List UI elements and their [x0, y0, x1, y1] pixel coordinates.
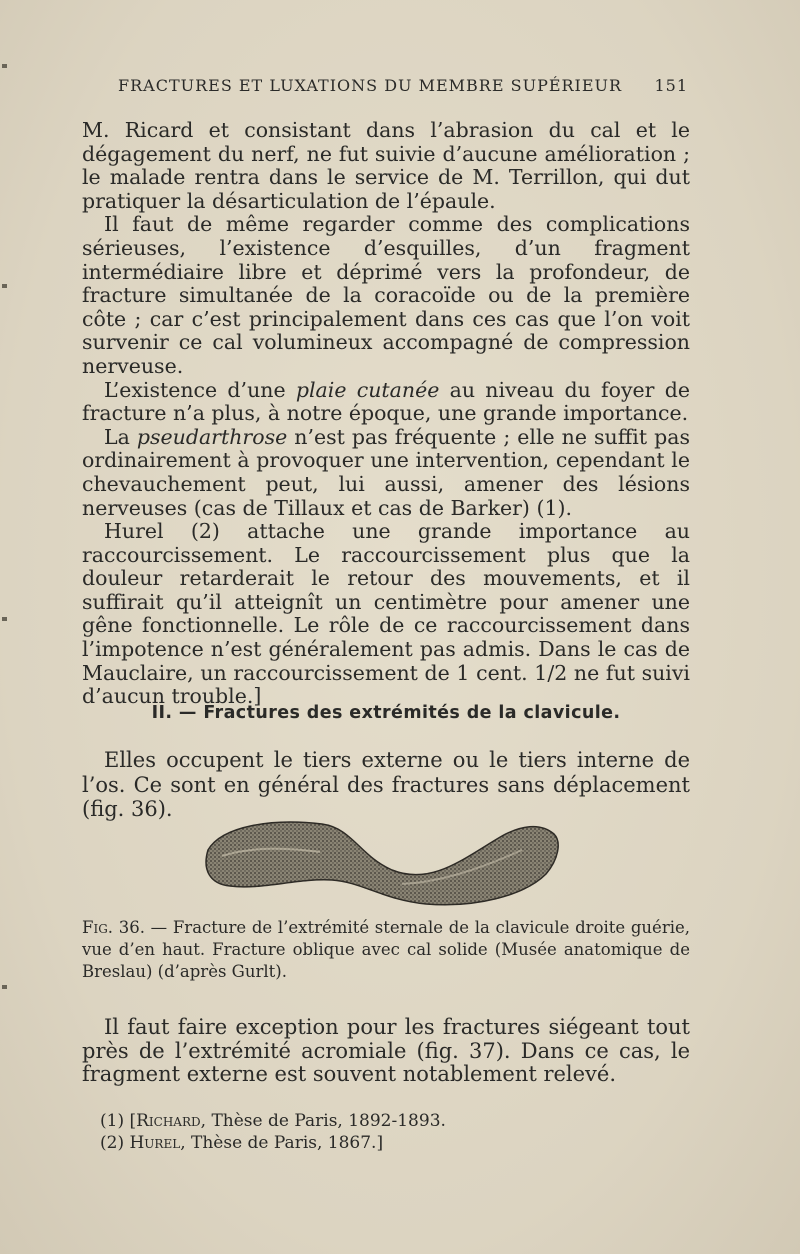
edge-mark [2, 284, 7, 288]
paragraph: Il faut faire exception pour les fractures siégeant tout près de l’extrémité acromiale (fig. 37). Dans ce cas, le fragment externe est souvent notablement relevé. [82, 1015, 690, 1087]
edge-mark [2, 617, 7, 621]
paragraph: La pseudarthrose n’est pas fréquente ; elle ne suffit pas ordinairement à provoquer une intervention, cependant le chevauchement peut, lui aussi, amener des lésions nerveuses (cas de Tillaux et cas de Barker) (1). [82, 424, 690, 520]
paragraph: M. Ricard et consistant dans l’abrasion du cal et le dégagement du nerf, ne fut suivie d’aucune amélioration ; le malade rentra dans le service de M. Terrillon, qui dut pratiquer la désarticulation de l’épaule. [82, 118, 690, 213]
figure-label: Fig. 36. [82, 918, 145, 937]
paragraph: Il faut de même regarder comme des complications sérieuses, l’existence d’esquilles, d’un fragment intermédiaire libre et déprimé vers la profondeur, de fracture simultanée de la coracoïde ou de la première côte ; car c’est principalement dans ces cas que l’on voit survenir ce cal volumineux accompagné de compression nerveuse. [82, 212, 690, 378]
footnotes [100, 1110, 660, 1154]
page-number: 151 [654, 76, 688, 95]
clavicle-illustration [202, 812, 564, 912]
paragraph: Elles occupent le tiers externe ou le tiers interne de l’os. Ce sont en général des fractures sans déplacement (fig. 36). [82, 748, 690, 821]
body-text-bottom [82, 1016, 690, 1087]
footnote: (1) [Richard, Thèse de Paris, 1892-1893. [100, 1111, 446, 1131]
body-text-top [82, 119, 690, 709]
paragraph: Hurel (2) attache une grande importance au raccourcissement. Le raccourcissement plus que la douleur retarderait le retour des mouvements, et il suffirait qu’il atteignît un centimètre pour amener une gêne fonctionnelle. Le rôle de ce raccourcissement dans l’impotence n’est généralement pas admis. Dans le cas de Mauclaire, un raccourcissement de 1 cent. 1/2 ne fut suivi d’aucun trouble.] [82, 519, 690, 709]
figure-caption-text: — Fracture de l’extrémité sternale de la clavicule droite guérie, vue d’en haut. Fracture oblique avec cal solide (Musée anatomique de Breslau) (d’après Gurlt). [82, 918, 690, 981]
page-header [118, 76, 688, 95]
paragraph: L’existence d’une plaie cutanée au niveau du foyer de fracture n’a plus, à notre époque, une grande importance. [82, 377, 690, 426]
section-heading: II. — Fractures des extrémités de la clavicule. [151, 703, 621, 723]
body-text-middle [82, 748, 690, 822]
edge-mark [2, 985, 7, 989]
figure-caption [82, 917, 690, 983]
edge-mark [2, 64, 7, 68]
running-title: FRACTURES ET LUXATIONS DU MEMBRE SUPÉRIEUR [118, 76, 623, 95]
footnote: (2) Hurel, Thèse de Paris, 1867.] [100, 1133, 384, 1153]
